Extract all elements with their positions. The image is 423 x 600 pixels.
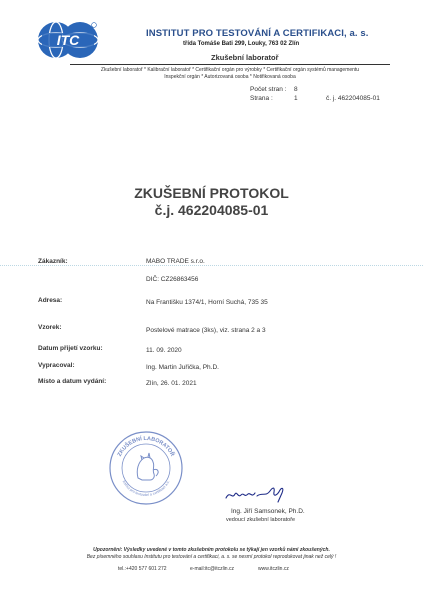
lion-emblem-icon [137,453,158,480]
signatory-role: vedoucí zkušební laboratoře [226,517,296,523]
services-line-2: Inspekční orgán * Autorizovaná osoba * Notifikovaná osoba [164,74,296,80]
institute-name: INSTITUT PRO TESTOVÁNÍ A CERTIFIKACI, a. s. [146,28,369,39]
address-label: Adresa: [38,297,63,304]
page-number-value: 1 [294,95,298,102]
lab-name: Zkušební laboratoř [211,53,279,62]
prepared-by-value: Ing. Martin Juřička, Ph.D. [146,364,219,371]
prepared-by-label: Vypracoval: [38,362,75,369]
footer-notice-2: Bez písemného souhlasu Institutu pro testování a certifikaci, a. s. se nesmí protokol reprodukovat jinak než celý ! [86,554,337,560]
signatory-name: Ing. Jiří Samsonek, Ph.D. [231,508,305,515]
footer-phone: tel.:+420 577 601 272 [118,566,167,572]
page-number-label: Strana : [250,95,273,102]
place-date-label: Místo a datum vydání: [38,378,107,385]
institute-address: třída Tomáše Bati 299, Louky, 763 02 Zlín [183,41,300,47]
title-line-2: č.j. 462204085-01 [154,202,269,218]
footer-notice-1: Upozornění: Výsledky uvedené v tomto zkušebním protokolu se týkají jen vzorků námi zkoušených. [93,547,330,553]
signature [222,482,292,504]
services-list [60,67,400,81]
header-divider [70,64,390,65]
seal-text-bottom: Institut pro testování a certifikaci a.s. [121,479,171,498]
sample-label: Vzorek: [38,324,62,331]
date-received-label: Datum přijetí vzorku: [38,345,103,352]
svg-text:Institut pro testování a certi [122,480,171,497]
footer-email: e-mail:itc@itczlin.cz [190,566,234,572]
protocol-reference: č. j. 462204085-01 [326,95,380,102]
sample-value: Postelové matrace (3ks), viz. strana 2 a 3 [146,327,266,334]
customer-label: Zákazník: [38,258,68,265]
address-value: Na Františku 1374/1, Horní Suchá, 735 35 [146,299,268,306]
date-received-value: 11. 09. 2020 [146,347,182,354]
laboratory-seal [108,430,184,506]
services-line-1: Zkušební laboratoř * Kalibrační laboratoř * Certifikační orgán pro výrobky * Certifikační orgán systémů managementu [100,67,360,73]
pages-count-value: 8 [294,86,298,93]
dic-value: DIČ: CZ26863456 [146,276,199,283]
seal-text: ZKUŠEBNÍ LABORATOŘ [116,435,176,458]
customer-value: MABO TRADE s.r.o. [146,258,205,265]
document-title [0,185,423,219]
logo-text: ITC [56,32,80,48]
pages-count-label: Počet stran : [250,86,287,93]
place-date-value: Zlín, 26. 01. 2021 [146,380,197,387]
footer-website: www.itczlin.cz [258,566,289,572]
title-line-1: ZKUŠEBNÍ PROTOKOL [134,185,289,201]
itc-logo [36,20,100,60]
dotted-separator [0,265,423,266]
